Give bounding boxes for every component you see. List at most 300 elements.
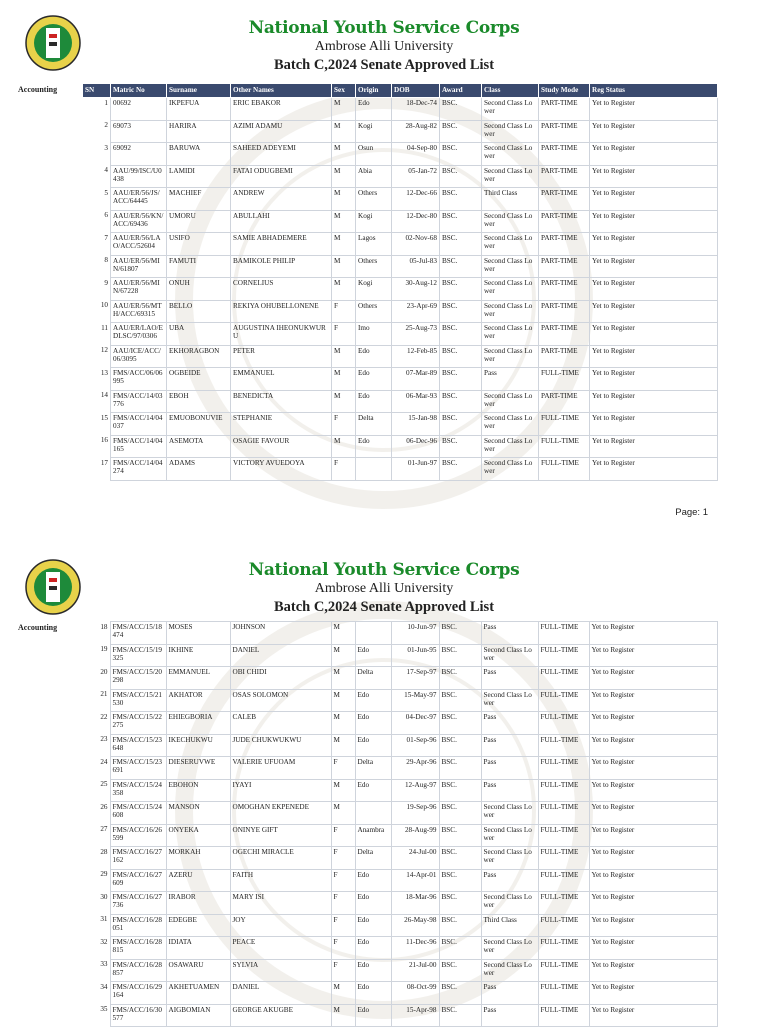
cell-origin: Delta bbox=[355, 757, 391, 780]
cell-study-mode: FULL-TIME bbox=[539, 458, 590, 481]
cell-origin: Others bbox=[356, 188, 392, 211]
cell-dob: 01-Jun-95 bbox=[391, 644, 439, 667]
students-table-page-2 bbox=[82, 621, 718, 1027]
cell-matric-no: FMS/ACC/16/28051 bbox=[110, 914, 166, 937]
cell-origin: Others bbox=[356, 255, 392, 278]
cell-surname: BARUWA bbox=[167, 143, 231, 166]
cell-other-names: CORNELIUS bbox=[231, 278, 332, 301]
cell-origin: Imo bbox=[356, 323, 392, 346]
cell-award: BSC. bbox=[439, 779, 481, 802]
cell-origin: Edo bbox=[355, 869, 391, 892]
cell-matric-no: FMS/ACC/14/04037 bbox=[111, 413, 167, 436]
cell-dob: 24-Jul-00 bbox=[391, 847, 439, 870]
cell-dob: 12-Feb-85 bbox=[392, 345, 440, 368]
cell-dob: 29-Apr-96 bbox=[391, 757, 439, 780]
cell-origin: Edo bbox=[355, 689, 391, 712]
cell-study-mode: FULL-TIME bbox=[538, 982, 589, 1005]
cell-reg-status: Yet to Register bbox=[590, 390, 718, 413]
cell-surname: IDIATA bbox=[166, 937, 230, 960]
cell-sex: M bbox=[332, 390, 356, 413]
cell-dob: 15-May-97 bbox=[391, 689, 439, 712]
table-row bbox=[83, 143, 718, 166]
cell-reg-status: Yet to Register bbox=[590, 345, 718, 368]
cell-surname: ONUH bbox=[167, 278, 231, 301]
cell-award: BSC. bbox=[440, 278, 482, 301]
cell-class: Pass bbox=[481, 734, 538, 757]
cell-origin: Others bbox=[356, 300, 392, 323]
cell-class: Second Class Lower bbox=[481, 824, 538, 847]
cell-award: BSC. bbox=[439, 1004, 481, 1027]
cell-study-mode: FULL-TIME bbox=[538, 869, 589, 892]
cell-class: Pass bbox=[482, 368, 539, 391]
cell-class: Second Class Lower bbox=[482, 143, 539, 166]
cell-dob: 18-Dec-74 bbox=[392, 98, 440, 121]
cell-other-names: IYAYI bbox=[230, 779, 331, 802]
cell-sex: M bbox=[332, 278, 356, 301]
cell-sex: M bbox=[331, 734, 355, 757]
table-row bbox=[83, 278, 718, 301]
cell-study-mode: FULL-TIME bbox=[539, 435, 590, 458]
cell-reg-status: Yet to Register bbox=[590, 278, 718, 301]
cell-class: Second Class Lower bbox=[482, 165, 539, 188]
cell-study-mode: PART-TIME bbox=[539, 98, 590, 121]
cell-sex: M bbox=[332, 98, 356, 121]
cell-sn: 18 bbox=[100, 622, 108, 631]
cell-surname: IRABOR bbox=[166, 892, 230, 915]
cell-award: BSC. bbox=[439, 914, 481, 937]
cell-class: Third Class bbox=[481, 914, 538, 937]
cell-origin: Edo bbox=[355, 914, 391, 937]
cell-class: Pass bbox=[481, 622, 538, 645]
cell-sex: M bbox=[331, 712, 355, 735]
cell-class: Pass bbox=[481, 779, 538, 802]
cell-other-names: AUGUSTINA IHEONUKWURU bbox=[231, 323, 332, 346]
cell-sex: M bbox=[332, 233, 356, 256]
cell-sex: M bbox=[332, 368, 356, 391]
cell-surname: IKPEFUA bbox=[167, 98, 231, 121]
cell-reg-status: Yet to Register bbox=[589, 937, 717, 960]
cell-class: Second Class Lower bbox=[482, 300, 539, 323]
cell-sex: F bbox=[331, 959, 355, 982]
cell-matric-no: FMS/ACC/15/19325 bbox=[110, 644, 166, 667]
cell-origin: Anambra bbox=[355, 824, 391, 847]
cell-sn: 11 bbox=[101, 323, 108, 332]
cell-class: Third Class bbox=[482, 188, 539, 211]
table-row bbox=[83, 98, 718, 121]
cell-surname: AIGBOMIAN bbox=[166, 1004, 230, 1027]
cell-other-names: OSAS SOLOMON bbox=[230, 689, 331, 712]
cell-sn: 10 bbox=[100, 301, 108, 309]
cell-other-names: OSAGIE FAVOUR bbox=[231, 435, 332, 458]
cell-reg-status: Yet to Register bbox=[590, 435, 718, 458]
cell-class: Second Class Lower bbox=[482, 435, 539, 458]
cell-study-mode: PART-TIME bbox=[539, 323, 590, 346]
department-label: Accounting bbox=[18, 623, 58, 632]
cell-award: BSC. bbox=[440, 188, 482, 211]
cell-reg-status: Yet to Register bbox=[589, 779, 717, 802]
cell-study-mode: FULL-TIME bbox=[538, 667, 589, 690]
cell-matric-no: FMS/ACC/15/23691 bbox=[110, 757, 166, 780]
cell-origin: Abia bbox=[356, 165, 392, 188]
cell-other-names: ONINYE GIFT bbox=[230, 824, 331, 847]
cell-award: BSC. bbox=[440, 413, 482, 436]
cell-matric-no: 69073 bbox=[111, 120, 167, 143]
cell-award: BSC. bbox=[440, 98, 482, 121]
cell-sn: 23 bbox=[100, 735, 108, 743]
cell-origin: Delta bbox=[355, 847, 391, 870]
cell-other-names: AZIMI ADAMU bbox=[231, 120, 332, 143]
cell-reg-status: Yet to Register bbox=[589, 847, 717, 870]
cell-award: BSC. bbox=[440, 143, 482, 166]
cell-study-mode: FULL-TIME bbox=[538, 712, 589, 735]
cell-sn: 5 bbox=[104, 188, 108, 197]
cell-reg-status: Yet to Register bbox=[590, 210, 718, 233]
cell-matric-no: AAU/99/ISC/U0438 bbox=[111, 165, 167, 188]
cell-sn: 35 bbox=[100, 1005, 108, 1013]
cell-sn: 21 bbox=[100, 690, 108, 698]
cell-origin: Edo bbox=[356, 98, 392, 121]
table-row bbox=[82, 937, 717, 960]
cell-surname: AZERU bbox=[166, 869, 230, 892]
column-header-award: Award bbox=[440, 84, 482, 98]
cell-sex: F bbox=[331, 824, 355, 847]
cell-origin: Edo bbox=[355, 734, 391, 757]
cell-study-mode: FULL-TIME bbox=[538, 847, 589, 870]
cell-award: BSC. bbox=[439, 824, 481, 847]
cell-surname: UMORU bbox=[167, 210, 231, 233]
cell-award: BSC. bbox=[440, 435, 482, 458]
cell-award: BSC. bbox=[440, 210, 482, 233]
cell-class: Pass bbox=[481, 982, 538, 1005]
cell-award: BSC. bbox=[439, 757, 481, 780]
cell-origin: Kogi bbox=[356, 278, 392, 301]
cell-sex: M bbox=[331, 779, 355, 802]
cell-award: BSC. bbox=[440, 255, 482, 278]
cell-award: BSC. bbox=[439, 959, 481, 982]
cell-origin: Edo bbox=[355, 779, 391, 802]
cell-surname: ASEMOTA bbox=[167, 435, 231, 458]
cell-surname: MORKAH bbox=[166, 847, 230, 870]
cell-reg-status: Yet to Register bbox=[589, 622, 717, 645]
cell-matric-no: AAU/ER/LAO/EDLSC/97/0306 bbox=[111, 323, 167, 346]
list-title: Batch C,2024 Senate Approved List bbox=[273, 599, 495, 615]
cell-sex: M bbox=[332, 435, 356, 458]
cell-origin: Edo bbox=[355, 959, 391, 982]
table-row bbox=[83, 120, 718, 143]
cell-surname: OGBEIDE bbox=[167, 368, 231, 391]
table-row bbox=[82, 982, 717, 1005]
cell-sex: M bbox=[332, 143, 356, 166]
cell-matric-no: FMS/ACC/06/06995 bbox=[111, 368, 167, 391]
table-row bbox=[82, 892, 717, 915]
cell-dob: 12-Dec-66 bbox=[392, 188, 440, 211]
cell-dob: 01-Sep-96 bbox=[391, 734, 439, 757]
cell-other-names: ANDREW bbox=[231, 188, 332, 211]
cell-dob: 14-Apr-01 bbox=[391, 869, 439, 892]
cell-other-names: DANIEL bbox=[230, 982, 331, 1005]
cell-dob: 15-Jan-98 bbox=[392, 413, 440, 436]
cell-origin: Lagos bbox=[356, 233, 392, 256]
cell-sex: M bbox=[331, 689, 355, 712]
cell-reg-status: Yet to Register bbox=[589, 869, 717, 892]
cell-class: Second Class Lower bbox=[481, 802, 538, 825]
cell-study-mode: PART-TIME bbox=[539, 210, 590, 233]
cell-sex: F bbox=[331, 937, 355, 960]
cell-matric-no: AAU/ER/56/LAO/ACC/52604 bbox=[111, 233, 167, 256]
cell-sn: 3 bbox=[104, 143, 108, 152]
table-row bbox=[83, 368, 718, 391]
cell-sn: 28 bbox=[100, 847, 108, 856]
table-row bbox=[83, 188, 718, 211]
cell-surname: USIFO bbox=[167, 233, 231, 256]
cell-dob: 05-Jan-72 bbox=[392, 165, 440, 188]
table-row bbox=[82, 689, 717, 712]
cell-study-mode: FULL-TIME bbox=[538, 892, 589, 915]
cell-origin: Edo bbox=[355, 937, 391, 960]
cell-matric-no: FMS/ACC/16/27736 bbox=[110, 892, 166, 915]
cell-matric-no: FMS/ACC/14/03776 bbox=[111, 390, 167, 413]
table-row bbox=[82, 779, 717, 802]
cell-other-names: JUDE CHUKWUKWU bbox=[230, 734, 331, 757]
cell-dob: 30-Aug-12 bbox=[392, 278, 440, 301]
cell-sex: M bbox=[331, 667, 355, 690]
cell-study-mode: FULL-TIME bbox=[538, 622, 589, 645]
cell-class: Second Class Lower bbox=[482, 390, 539, 413]
cell-award: BSC. bbox=[439, 644, 481, 667]
cell-award: BSC. bbox=[440, 390, 482, 413]
cell-other-names: OBI CHIDI bbox=[230, 667, 331, 690]
cell-award: BSC. bbox=[439, 734, 481, 757]
table-row bbox=[82, 622, 717, 645]
cell-study-mode: FULL-TIME bbox=[538, 644, 589, 667]
cell-award: BSC. bbox=[439, 937, 481, 960]
cell-matric-no: FMS/ACC/16/29164 bbox=[110, 982, 166, 1005]
cell-surname: HARIRA bbox=[167, 120, 231, 143]
cell-sn: 7 bbox=[104, 233, 108, 242]
cell-reg-status: Yet to Register bbox=[589, 1004, 717, 1027]
cell-dob: 04-Dec-97 bbox=[391, 712, 439, 735]
column-header-other-names: Other Names bbox=[231, 84, 332, 98]
cell-reg-status: Yet to Register bbox=[590, 143, 718, 166]
cell-dob: 25-Aug-73 bbox=[392, 323, 440, 346]
cell-sn: 17 bbox=[100, 458, 108, 467]
cell-other-names: ERIC EBAKOR bbox=[231, 98, 332, 121]
cell-reg-status: Yet to Register bbox=[590, 458, 718, 481]
cell-origin bbox=[356, 458, 392, 481]
table-row bbox=[83, 165, 718, 188]
table-row bbox=[83, 210, 718, 233]
cell-other-names: BAMIKOLE PHILIP bbox=[231, 255, 332, 278]
cell-award: BSC. bbox=[439, 802, 481, 825]
cell-other-names: OMOGHAN EKPENEDE bbox=[230, 802, 331, 825]
cell-origin: Edo bbox=[355, 712, 391, 735]
column-header-sex: Sex bbox=[332, 84, 356, 98]
cell-study-mode: PART-TIME bbox=[539, 233, 590, 256]
cell-class: Pass bbox=[481, 1004, 538, 1027]
cell-surname: LAMIDI bbox=[167, 165, 231, 188]
table-row bbox=[83, 390, 718, 413]
cell-reg-status: Yet to Register bbox=[589, 734, 717, 757]
cell-other-names: SAMIE ABHADEMERE bbox=[231, 233, 332, 256]
cell-matric-no: FMS/ACC/16/28857 bbox=[110, 959, 166, 982]
cell-other-names: GEORGE AKUGBE bbox=[230, 1004, 331, 1027]
cell-sex: M bbox=[332, 255, 356, 278]
cell-surname: FAMUTI bbox=[167, 255, 231, 278]
cell-class: Second Class Lower bbox=[482, 278, 539, 301]
university-name: Ambrose Alli University bbox=[314, 39, 454, 54]
table-row bbox=[82, 869, 717, 892]
cell-reg-status: Yet to Register bbox=[590, 188, 718, 211]
cell-surname: ONYEKA bbox=[166, 824, 230, 847]
table-row bbox=[83, 435, 718, 458]
cell-matric-no: AAU/ER/56/MIN/61807 bbox=[111, 255, 167, 278]
cell-class: Second Class Lower bbox=[482, 458, 539, 481]
cell-matric-no: 00692 bbox=[111, 98, 167, 121]
cell-reg-status: Yet to Register bbox=[589, 689, 717, 712]
cell-study-mode: FULL-TIME bbox=[538, 734, 589, 757]
cell-other-names: OGECHI MIRACLE bbox=[230, 847, 331, 870]
cell-origin: Edo bbox=[355, 982, 391, 1005]
cell-sn: 32 bbox=[100, 937, 108, 946]
table-row bbox=[82, 914, 717, 937]
cell-origin: Edo bbox=[355, 1004, 391, 1027]
cell-study-mode: PART-TIME bbox=[539, 390, 590, 413]
cell-sex: F bbox=[332, 300, 356, 323]
cell-study-mode: FULL-TIME bbox=[538, 689, 589, 712]
cell-class: Second Class Lower bbox=[482, 98, 539, 121]
cell-dob: 06-Mar-93 bbox=[392, 390, 440, 413]
column-header-dob: DOB bbox=[392, 84, 440, 98]
cell-surname: AKHETUAMEN bbox=[166, 982, 230, 1005]
cell-sn: 33 bbox=[100, 960, 108, 968]
cell-surname: AKHATOR bbox=[166, 689, 230, 712]
cell-dob: 07-Mar-89 bbox=[392, 368, 440, 391]
cell-surname: EMMANUEL bbox=[166, 667, 230, 690]
cell-surname: EKHORAGBON bbox=[167, 345, 231, 368]
students-table-page-1 bbox=[82, 83, 718, 481]
cell-reg-status: Yet to Register bbox=[589, 644, 717, 667]
cell-study-mode: PART-TIME bbox=[539, 120, 590, 143]
cell-award: BSC. bbox=[439, 712, 481, 735]
cell-sex: M bbox=[332, 345, 356, 368]
cell-study-mode: PART-TIME bbox=[539, 188, 590, 211]
cell-award: BSC. bbox=[440, 120, 482, 143]
cell-surname: IKECHUKWU bbox=[166, 734, 230, 757]
cell-other-names: SYLVIA bbox=[230, 959, 331, 982]
cell-award: BSC. bbox=[440, 165, 482, 188]
cell-dob: 10-Jun-97 bbox=[391, 622, 439, 645]
cell-other-names: BENEDICTA bbox=[231, 390, 332, 413]
cell-matric-no: FMS/ACC/15/24358 bbox=[110, 779, 166, 802]
cell-matric-no: FMS/ACC/16/27609 bbox=[110, 869, 166, 892]
cell-reg-status: Yet to Register bbox=[589, 802, 717, 825]
cell-surname: ADAMS bbox=[167, 458, 231, 481]
cell-reg-status: Yet to Register bbox=[590, 233, 718, 256]
cell-origin: Kogi bbox=[356, 120, 392, 143]
cell-study-mode: PART-TIME bbox=[539, 143, 590, 166]
cell-class: Second Class Lower bbox=[481, 689, 538, 712]
cell-origin: Edo bbox=[356, 368, 392, 391]
cell-matric-no: FMS/ACC/16/30577 bbox=[110, 1004, 166, 1027]
column-header-sn: SN bbox=[83, 84, 111, 98]
cell-dob: 17-Sep-97 bbox=[391, 667, 439, 690]
cell-study-mode: PART-TIME bbox=[539, 278, 590, 301]
table-row bbox=[83, 323, 718, 346]
cell-other-names: EMMANUEL bbox=[231, 368, 332, 391]
cell-other-names: JOHNSON bbox=[230, 622, 331, 645]
cell-study-mode: FULL-TIME bbox=[538, 959, 589, 982]
cell-reg-status: Yet to Register bbox=[589, 824, 717, 847]
cell-study-mode: FULL-TIME bbox=[539, 368, 590, 391]
table-row bbox=[82, 644, 717, 667]
cell-study-mode: FULL-TIME bbox=[538, 757, 589, 780]
cell-origin: Kogi bbox=[356, 210, 392, 233]
cell-sex: F bbox=[332, 413, 356, 436]
cell-matric-no: AAU/ER/56/JS/ACC/64445 bbox=[111, 188, 167, 211]
cell-other-names: SAHEED ADEYEMI bbox=[231, 143, 332, 166]
cell-matric-no: FMS/ACC/15/21530 bbox=[110, 689, 166, 712]
cell-award: BSC. bbox=[440, 233, 482, 256]
cell-matric-no: FMS/ACC/15/22275 bbox=[110, 712, 166, 735]
cell-dob: 04-Sep-80 bbox=[392, 143, 440, 166]
cell-other-names: DANIEL bbox=[230, 644, 331, 667]
cell-matric-no: AAU/ICE/ACC/06/3095 bbox=[111, 345, 167, 368]
cell-sn: 27 bbox=[100, 825, 108, 833]
cell-award: BSC. bbox=[439, 982, 481, 1005]
cell-origin bbox=[355, 802, 391, 825]
org-name: National Youth Service Corps bbox=[248, 18, 520, 38]
cell-reg-status: Yet to Register bbox=[590, 98, 718, 121]
column-header-surname: Surname bbox=[167, 84, 231, 98]
cell-reg-status: Yet to Register bbox=[590, 413, 718, 436]
cell-class: Second Class Lower bbox=[482, 323, 539, 346]
org-name: National Youth Service Corps bbox=[248, 560, 520, 580]
cell-class: Second Class Lower bbox=[481, 892, 538, 915]
cell-dob: 19-Sep-96 bbox=[391, 802, 439, 825]
cell-study-mode: PART-TIME bbox=[539, 300, 590, 323]
table-row bbox=[82, 1004, 717, 1027]
cell-study-mode: FULL-TIME bbox=[538, 824, 589, 847]
cell-surname: MANSON bbox=[166, 802, 230, 825]
cell-sex: F bbox=[332, 323, 356, 346]
cell-sex: F bbox=[331, 847, 355, 870]
cell-class: Second Class Lower bbox=[481, 937, 538, 960]
cell-other-names: PEACE bbox=[230, 937, 331, 960]
cell-class: Second Class Lower bbox=[482, 345, 539, 368]
cell-origin: Edo bbox=[355, 644, 391, 667]
cell-surname: OSAWARU bbox=[166, 959, 230, 982]
cell-reg-status: Yet to Register bbox=[589, 982, 717, 1005]
cell-class: Second Class Lower bbox=[481, 847, 538, 870]
cell-dob: 12-Dec-80 bbox=[392, 210, 440, 233]
cell-matric-no: FMS/ACC/15/20298 bbox=[110, 667, 166, 690]
cell-dob: 18-Mar-96 bbox=[391, 892, 439, 915]
cell-class: Second Class Lower bbox=[482, 413, 539, 436]
cell-study-mode: FULL-TIME bbox=[538, 914, 589, 937]
cell-reg-status: Yet to Register bbox=[589, 959, 717, 982]
cell-reg-status: Yet to Register bbox=[590, 323, 718, 346]
table-row bbox=[82, 757, 717, 780]
cell-sn: 25 bbox=[100, 780, 108, 788]
cell-matric-no: 69092 bbox=[111, 143, 167, 166]
cell-award: BSC. bbox=[440, 368, 482, 391]
cell-other-names: CALEB bbox=[230, 712, 331, 735]
cell-surname: IKHINE bbox=[166, 644, 230, 667]
cell-matric-no: FMS/ACC/15/24608 bbox=[110, 802, 166, 825]
cell-sn: 14 bbox=[100, 391, 108, 399]
cell-reg-status: Yet to Register bbox=[589, 757, 717, 780]
cell-class: Second Class Lower bbox=[482, 255, 539, 278]
